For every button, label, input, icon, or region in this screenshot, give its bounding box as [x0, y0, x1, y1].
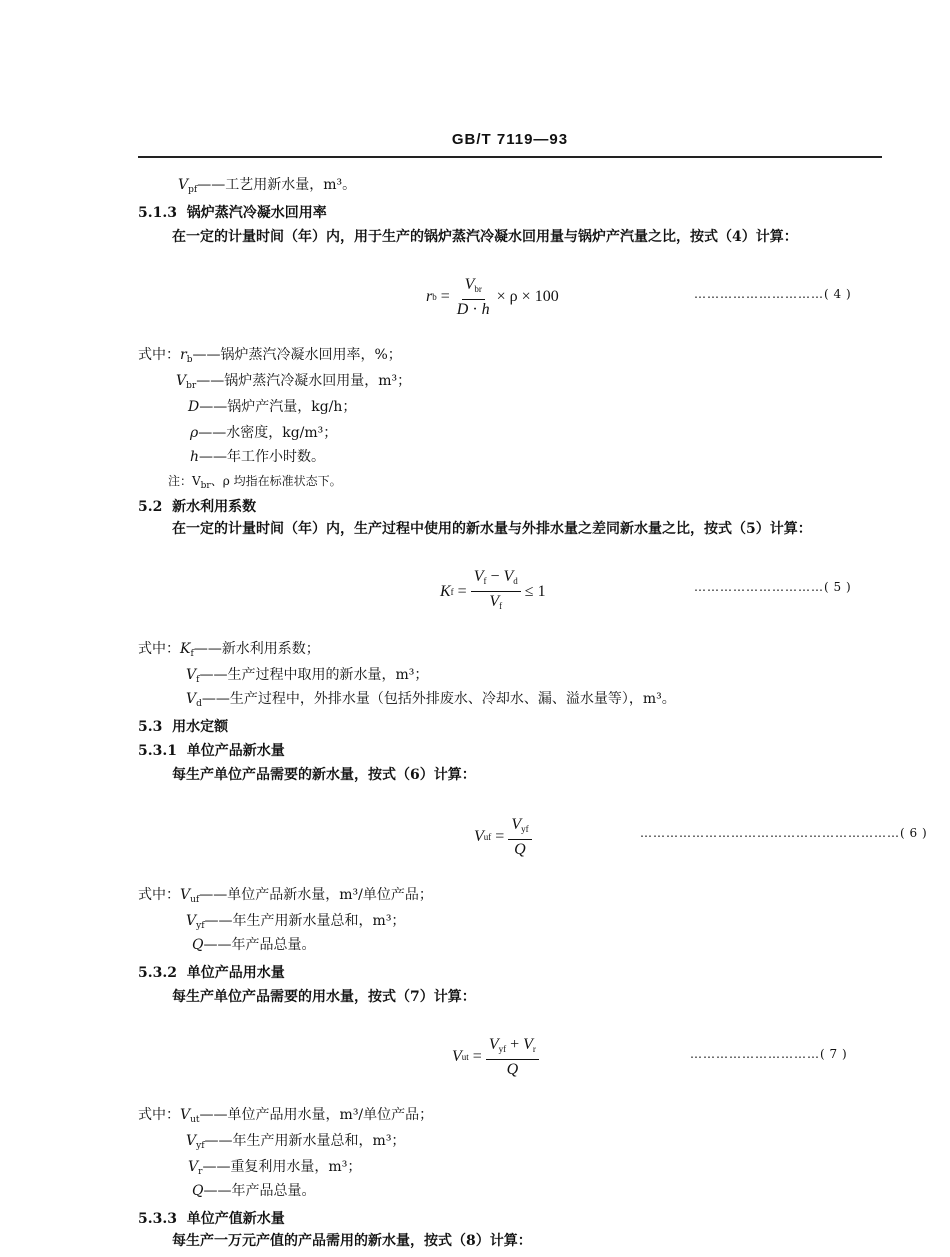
section-5-3-3-heading: 5.3.3 单位产值新水量: [138, 1211, 285, 1227]
section-5-1-3-text: 在一定的计量时间（年）内，用于生产的锅炉蒸汽冷凝水回用量与锅炉产汽量之比，按式（4）计算：: [172, 229, 798, 245]
where-5-vf: $V_f——$生产过程中取用的新水量，m³；: [186, 667, 429, 685]
where-4-rb: 式中：$r_b——$锅炉蒸汽冷凝水回用率，%；: [138, 347, 402, 365]
where-6-vuf: 式中：$V_{uf}——$单位产品新水量，m³/单位产品；: [138, 887, 433, 905]
where-7-vut: 式中：$V_{ut}——$单位产品用水量，m³/单位产品；: [138, 1107, 434, 1125]
where-5-kf: 式中：$K_f——$新水利用系数；: [138, 641, 320, 659]
where-7-q: Q——年产品总量。: [192, 1183, 316, 1199]
formula-7: V ut = $\frac{V_{yf} + V_r}{Q}$: [452, 1036, 543, 1078]
section-5-2-heading: 5.2 新水利用系数: [138, 499, 257, 515]
section-5-3-2-heading: 5.3.2 单位产品用水量: [138, 965, 285, 981]
section-5-1-3-heading: 5.1.3 锅炉蒸汽冷凝水回用率: [138, 205, 327, 221]
formula-6: V uf = $\frac{V_{yf}}{Q}$: [474, 816, 536, 858]
where-7-vr: $V_r——$重复利用水量，m³；: [188, 1159, 362, 1177]
where-7-vyf: $V_{yf}——$年生产用新水量总和，m³；: [186, 1133, 406, 1151]
equation-number-4: …………………………( 4 ): [694, 287, 852, 301]
section-5-3-2-text: 每生产单位产品需要的用水量，按式（7）计算：: [172, 989, 476, 1005]
where-6-q: Q——年产品总量。: [192, 937, 316, 953]
section-5-2-text: 在一定的计量时间（年）内，生产过程中使用的新水量与外排水量之差同新水量之比，按式（5）计算：: [172, 521, 812, 537]
where-6-vyf: $V_{yf}——$年生产用新水量总和，m³；: [186, 913, 406, 931]
document-header: GB/T 7119—93: [451, 131, 569, 148]
where-4-h: h——年工作小时数。: [190, 449, 326, 465]
definition-vpf: $V_{pf}——$工艺用新水量，m³。: [178, 177, 357, 195]
note-4: 注：$V_{br}$、ρ 均指在标准状态下。: [168, 474, 342, 491]
where-4-vbr: $V_{br}——$锅炉蒸汽冷凝水回用量，m³；: [176, 373, 412, 391]
where-4-d: D——锅炉产汽量，kg/h；: [188, 399, 357, 415]
formula-4: r b = $\frac{V_{br}}{D \cdot h}$ × ρ × 100: [426, 276, 559, 318]
equation-number-7: …………………………( 7 ): [690, 1047, 848, 1061]
header-rule: [138, 156, 882, 158]
section-5-3-1-heading: 5.3.1 单位产品新水量: [138, 743, 285, 759]
equation-number-6: ……………………………………………………( 6 ): [640, 826, 928, 840]
section-5-3-3-text: 每生产一万元产值的产品需用的新水量，按式（8）计算：: [172, 1233, 532, 1249]
formula-5: K f = $\frac{V_f - V_d}{V_f}$ ≤ 1: [440, 568, 546, 611]
equation-number-5: …………………………( 5 ): [694, 580, 852, 594]
where-5-vd: $V_d——$生产过程中，外排水量（包括外排废水、冷却水、漏、溢水量等），m³。: [186, 691, 676, 709]
where-4-rho: ρ——水密度，kg/m³；: [190, 425, 338, 441]
section-5-3-1-text: 每生产单位产品需要的新水量，按式（6）计算：: [172, 767, 476, 783]
section-5-3-heading: 5.3 用水定额: [138, 719, 229, 735]
